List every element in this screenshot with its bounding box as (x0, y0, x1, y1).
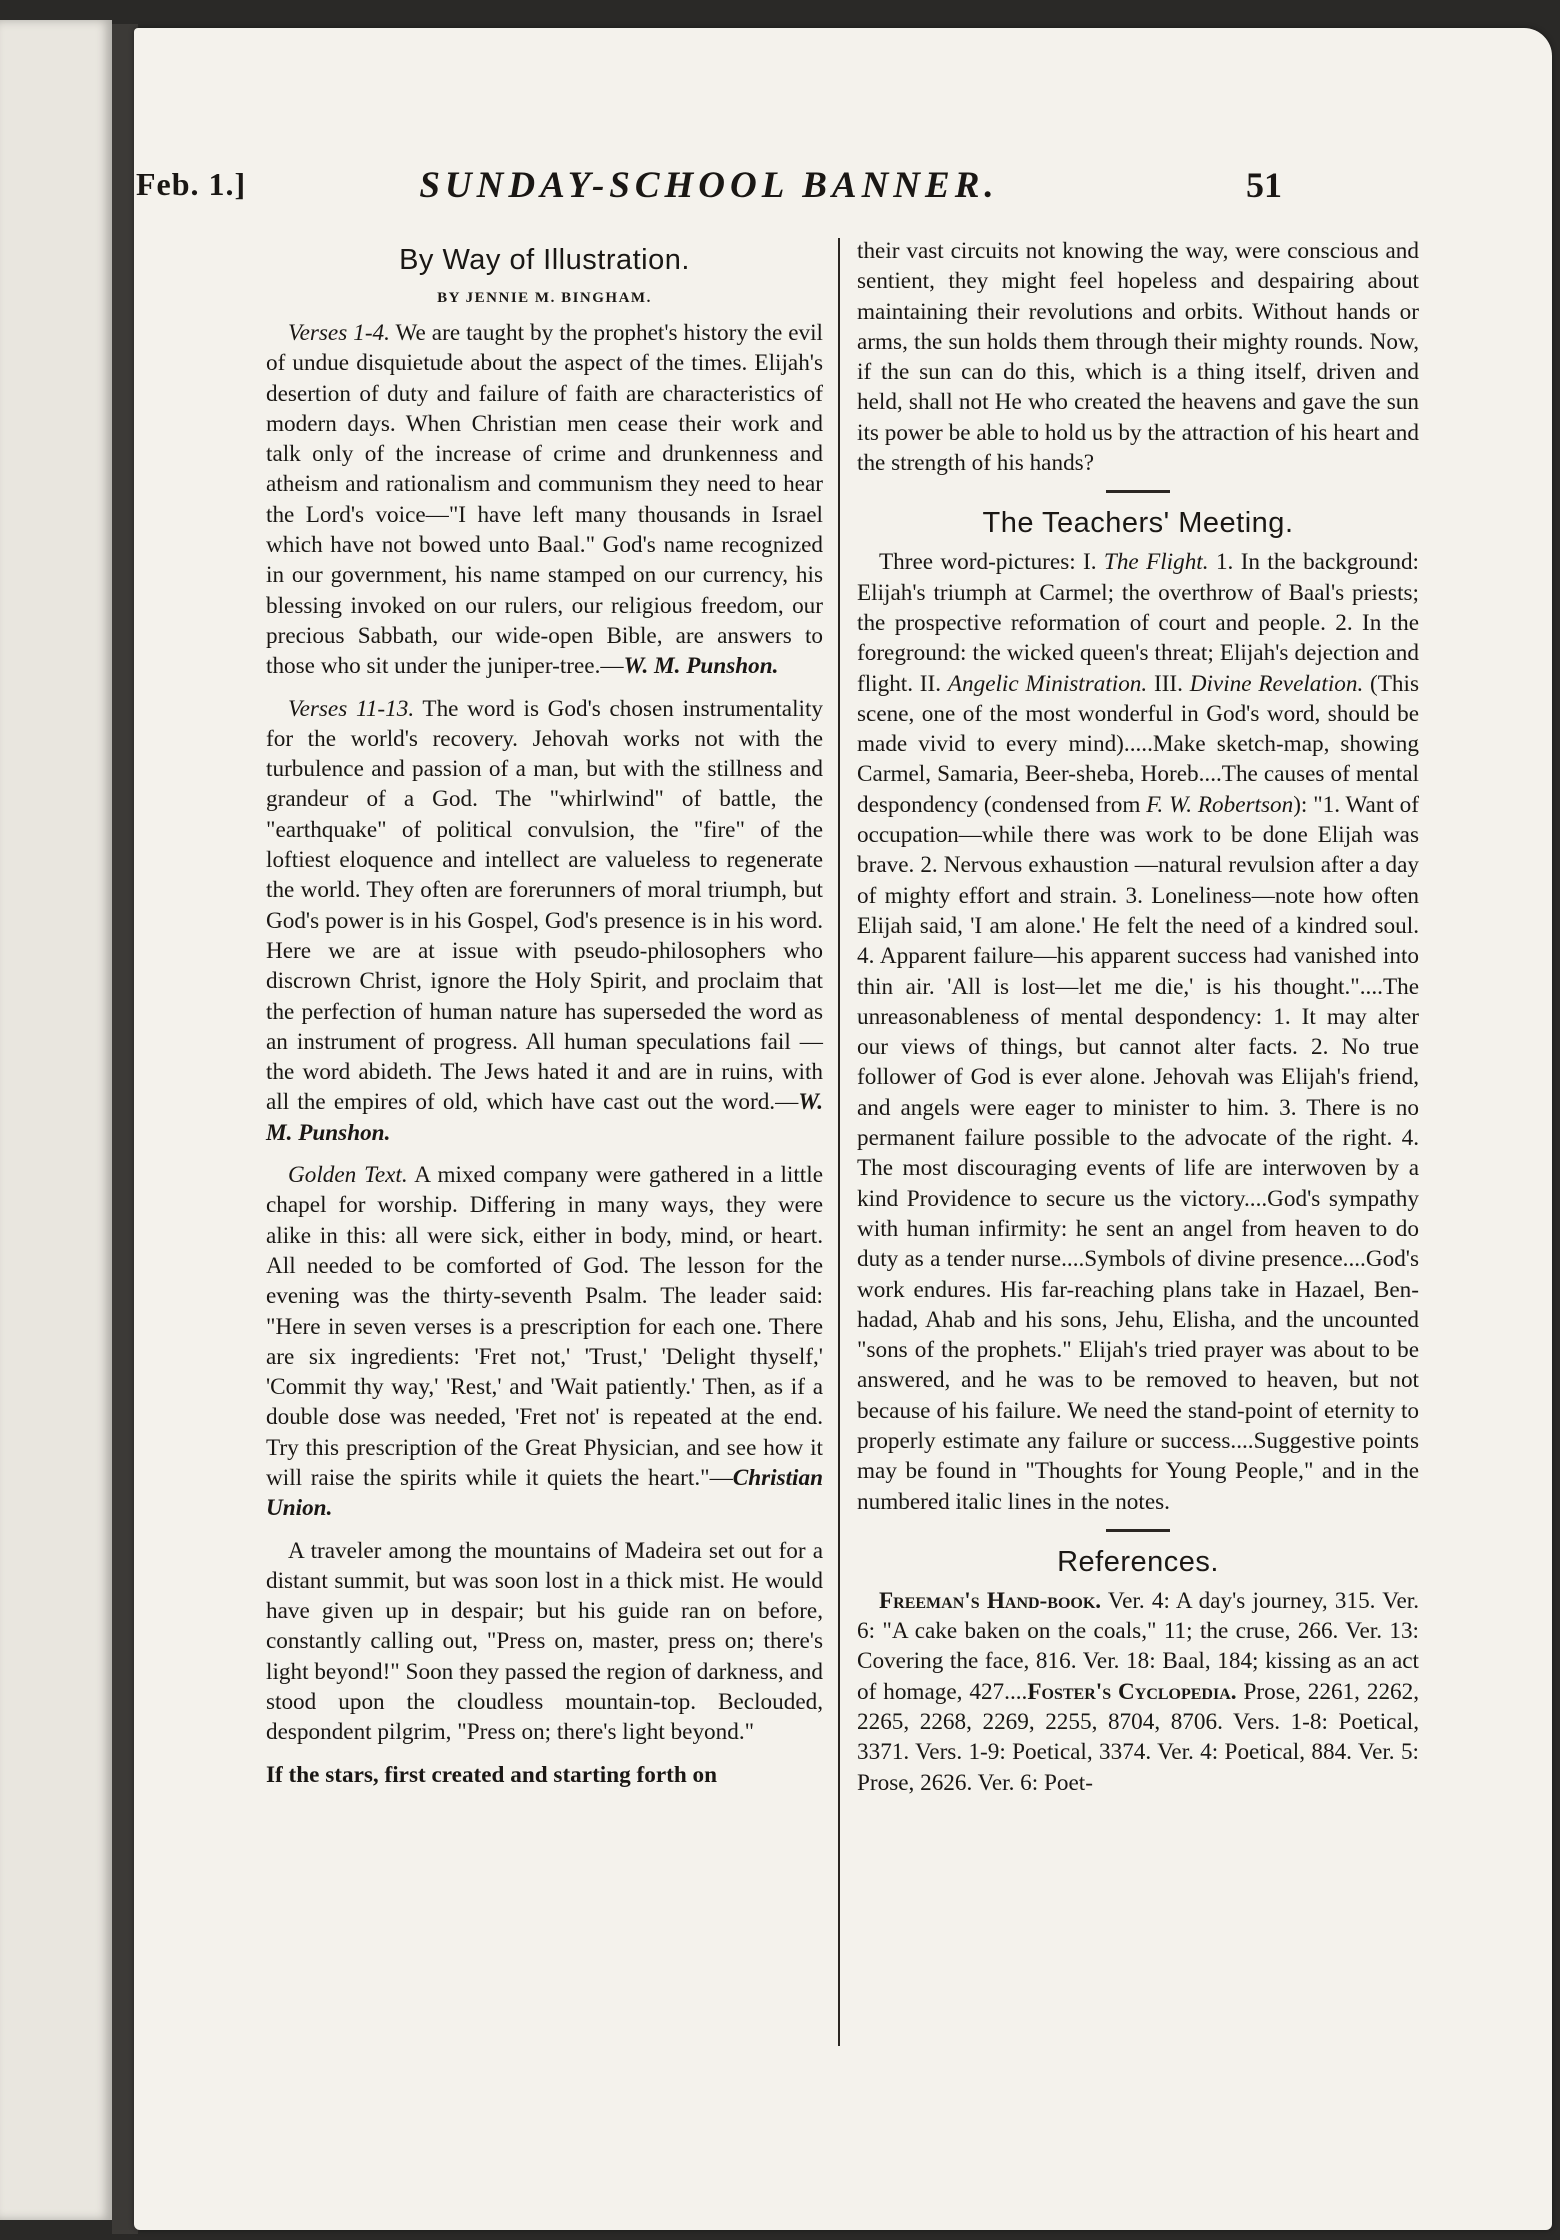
illustration-byline: BY JENNIE M. BINGHAM. (437, 290, 652, 306)
section-divider-1 (1106, 490, 1170, 493)
golden-text-paragraph (266, 1160, 823, 1524)
references-title: References. (1057, 1545, 1219, 1578)
ref-freeman: Freeman's Hand-book. (879, 1587, 1102, 1614)
right-column (857, 236, 1419, 1810)
header-title: SUNDAY-SCHOOL BANNER. (419, 165, 999, 206)
tm-flight: The Flight. (1103, 549, 1209, 576)
golden-text-label: Golden Text. (288, 1162, 408, 1189)
golden-text-body: A mixed company were gathered in a little chapel for worship. Differing in many ways, they were alike in this: all were sick, either in body, mind, or heart. All needed to be comforted of God. The lesson for the evening was the thirty-seventh Psalm. The leader said: "Here in seven verses is a prescription for each one. There are six ingredients: 'Fret not,' 'Trust,' 'Delight thyself,' 'Commit thy way,' 'Rest,' and 'Wait patiently.' Then, as if a double dose was needed, 'Fret not' is repeated at the end. Try this prescription of the Great Physician, and see how it will raise the spirits while it quiets the heart."— (266, 1162, 823, 1491)
illustration-title: By Way of Illustration. (399, 244, 690, 276)
verses-1-4-paragraph (266, 318, 823, 682)
ref-foster: Foster's Cyclopedia. (1027, 1678, 1237, 1705)
teachers-meeting-title: The Teachers' Meeting. (982, 507, 1294, 540)
ref-freeman-list: Ver. 4: A day's journey, 315. Ver. 6: "A cake baken on the coals," 11; the cruse, 266. Ver. 13: Covering the face, 816. Ver. 18: Baal, 184; kissing as an act of homage, 427.... (857, 1587, 1419, 1705)
verses-1-4-label: Verses 1-4. (288, 320, 390, 346)
column-divider (838, 238, 840, 2046)
tm-part2: III. (1153, 670, 1183, 697)
ref-foster-list: Prose, 2261, 2262, 2265, 2268, 2269, 2255, 8704, 8706. Vers. 1-8: Poetical, 3371. Vers. 1-9: Poetical, 3374. Ver. 4: Poetical, 884. Ver. 5: Prose, 2626. Ver. 6: Poet- (857, 1678, 1420, 1796)
section-divider-2 (1106, 1529, 1170, 1532)
tm-part4: ): "1. Want of occupation—while there was work to be done Elijah was brave. 2. Nervous exhaustion —natural revulsion after a day of mighty effort and strain. 3. Loneliness—note how often Elijah said, 'I am alone.' He felt the need of a kindred soul. 4. Apparent failure—his apparent success had vanished into thin air. 'All is lost—let me die,' is his thought."....The unreasonableness of mental despondency: 1. It may alter our views of things, but cannot alter facts. 2. No true follower of God is ever alone. Jehovah was Elijah's friend, and angels were eager to minister to him. 3. There is no permanent failure possible to the advocate of the right. 4. The most discouraging events of life are interwoven by a kind Providence to secure us the victory....God's sympathy with human infirmity: he sent an angel from heaven to do duty as a tender nurse....Symbols of divine presence....God's work endures. His far-reaching plans take in Hazael, Ben-hadad, Ahab and his sons, Jehu, Elisha, and the uncounted "sons of the prophets." Elijah's tried prayer was about to be answered, and he was to be removed to heaven, but not because of his failure. We need the stand-point of eternity to properly estimate any failure or success....Suggestive points may be found in "Thoughts for Young People," and in the numbered italic lines in the notes. (857, 791, 1419, 1515)
tm-robertson: F. W. Robertson (1146, 791, 1294, 818)
facing-page-edge (0, 20, 112, 2220)
verses-11-13-label: Verses 11-13. (288, 695, 415, 722)
page-number: 51 (1246, 165, 1282, 205)
verses-1-4-body: We are taught by the prophet's history the evil of undue disquietude about the aspect of the times. Elijah's desertion of duty and failure of faith are characteristics of modern days. When Christian men cease their work and talk only of the increase of crime and drunkenness and atheism and rationalism and communism they need to hear the Lord's voice—"I have left many thousands in Israel which have not bowed unto Baal." God's name recognized in our government, his name stamped on our currency, his blessing invoked on our rulers, our religious freedom, our precious Sabbath, our wide-open Bible, are answers to those who sit under the juniper-tree.— (266, 320, 823, 680)
left-column (266, 238, 823, 1790)
stars-start-text: If the stars, first created and starting forth on (266, 1761, 718, 1788)
references-paragraph (857, 1586, 1419, 1798)
header-date: Feb. 1.] (136, 166, 247, 202)
verses-11-13-paragraph (266, 694, 823, 1148)
verses-11-13-body: The word is God's chosen instrumentality for the world's recovery. Jehovah works not with the turbulence and passion of a man, but with the stillness and grandeur of a God. The "whirlwind" of battle, the "earthquake" of political convulsion, the "fire" of the loftiest eloquence and intellect are valueless to regenerate the world. They often are forerunners of moral triumph, but God's power is in his Gospel, God's presence is in his word. Here we are at issue with pseudo-philosophers who discrown Christ, ignore the Holy Spirit, and proclaim that the perfection of human nature has superseded the word as an instrument of progress. All human speculations fail —the word abideth. The Jews hated it and are in ruins, with all the empires of old, which have cast out the word.— (266, 695, 823, 1116)
tm-divine: Divine Revelation. (1189, 670, 1364, 697)
teachers-meeting-paragraph (857, 547, 1419, 1517)
traveler-paragraph: A traveler among the mountains of Madeira set out for a distant summit, but was soon lost in a thick mist. He would have given up in despair; but his guide ran on before, constantly calling out, "Press on, master, press on; there's light beyond!" Soon they passed the region of darkness, and stood upon the cloudless mountain-top. Beclouded, despondent pilgrim, "Press on; there's light beyond." (266, 1537, 823, 1746)
tm-part3: (This scene, one of the most wonderful in God's word, should be made vivid to every mind).....Make sketch-map, showing Carmel, Samaria, Beer-sheba, Horeb....The causes of mental despondency (condensed from (857, 670, 1419, 818)
tm-intro: Three word-pictures: I. (879, 549, 1097, 576)
verses-1-4-source: W. M. Punshon. (623, 653, 779, 680)
golden-text-source: Christian Union. (266, 1464, 823, 1522)
running-header (136, 152, 1282, 222)
stars-paragraph-continued: their vast circuits not knowing the way, were conscious and sentient, they might feel hopeless and despairing about maintaining their revolutions and orbits. Without hands or arms, the sun holds them through their mighty rounds. Now, if the sun can do this, which is a thing itself, driven and held, shall not He who created the heavens and gave the sun its power be able to hold us by the attraction of his heart and the strength of his hands? (857, 238, 1419, 477)
stars-paragraph-start (266, 1760, 823, 1790)
tm-part1: 1. In the background: Elijah's triumph at Carmel; the overthrow of Baal's priests; the prospective reformation of court and people. 2. In the foreground: the wicked queen's threat; Elijah's dejection and flight. II. (857, 549, 1419, 697)
verses-11-13-source: W. M. Punshon. (266, 1089, 823, 1146)
tm-angelic: Angelic Ministration. (947, 670, 1148, 697)
